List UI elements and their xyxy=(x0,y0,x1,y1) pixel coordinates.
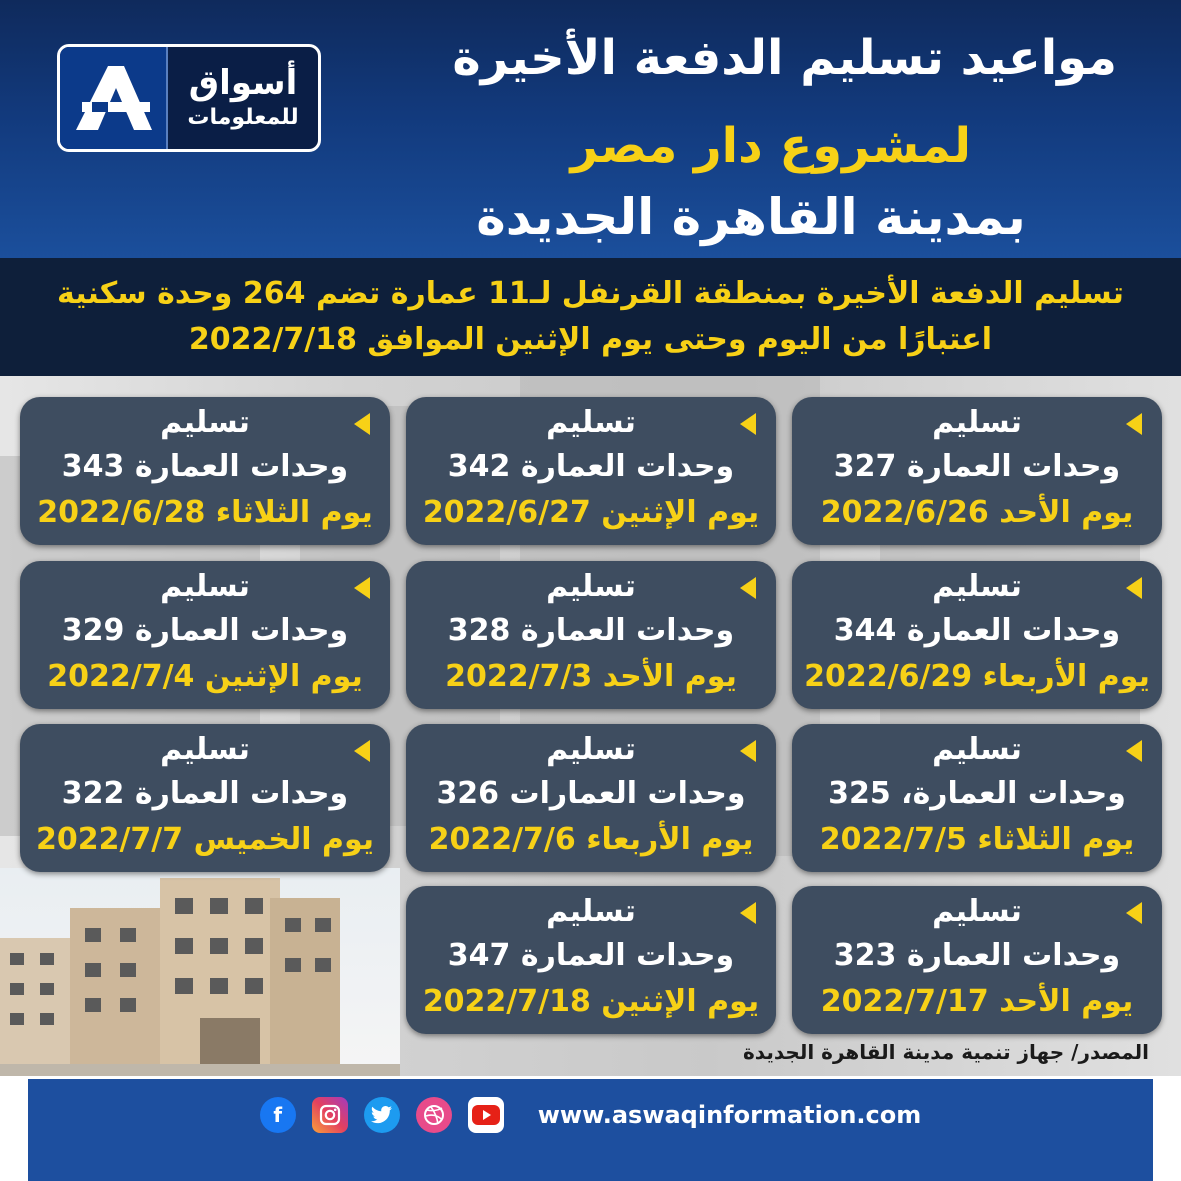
twitter-icon[interactable] xyxy=(364,1097,400,1133)
delivery-card-11 xyxy=(406,886,776,1034)
delivery-card-6 xyxy=(20,561,390,709)
card-units: وحدات العمارة 347 xyxy=(447,938,735,973)
building-photo xyxy=(0,868,400,1076)
card-units: وحدات العمارة 327 xyxy=(833,449,1121,484)
youtube-icon[interactable] xyxy=(468,1097,504,1133)
logo-mark-icon xyxy=(60,47,168,149)
intro-line-2: اعتبارًا من اليوم وحتى يوم الإثنين الموافق 2022/7/18 xyxy=(188,322,993,357)
card-units: وحدات العمارة 342 xyxy=(447,449,735,484)
card-units: وحدات العمارة 343 xyxy=(61,449,349,484)
card-heading: تسليم xyxy=(932,894,1022,929)
card-date: يوم الإثنين 2022/6/27 xyxy=(422,495,760,530)
dribbble-icon[interactable] xyxy=(416,1097,452,1133)
title-line-3: بمدينة القاهرة الجديدة xyxy=(476,188,1026,246)
card-date: يوم الأحد 2022/7/3 xyxy=(445,659,737,694)
card-heading: تسليم xyxy=(932,732,1022,767)
card-units: وحدات العمارة 329 xyxy=(61,613,349,648)
facebook-icon[interactable]: f xyxy=(260,1097,296,1133)
logo-subtitle: للمعلومات xyxy=(187,105,299,130)
website-url[interactable]: www.aswaqinformation.com xyxy=(537,1101,922,1129)
card-heading: تسليم xyxy=(546,569,636,604)
card-units: وحدات العمارات 326 xyxy=(436,776,746,811)
card-units: وحدات العمارة، 325 xyxy=(828,776,1126,811)
title-line-1: مواعيد تسليم الدفعة الأخيرة xyxy=(452,30,1117,86)
card-heading: تسليم xyxy=(932,405,1022,440)
card-date: يوم الإثنين 2022/7/4 xyxy=(47,659,363,694)
delivery-card-4 xyxy=(792,561,1162,709)
card-units: وحدات العمارة 323 xyxy=(833,938,1121,973)
delivery-card-7 xyxy=(792,724,1162,872)
card-date: يوم الأحد 2022/7/17 xyxy=(820,984,1134,1019)
card-heading: تسليم xyxy=(160,732,250,767)
card-heading: تسليم xyxy=(932,569,1022,604)
delivery-card-2 xyxy=(406,397,776,545)
card-units: وحدات العمارة 322 xyxy=(61,776,349,811)
intro-line-1: تسليم الدفعة الأخيرة بمنطقة القرنفل لـ11 عمارة تضم 264 وحدة سكنية xyxy=(57,276,1124,311)
card-units: وحدات العمارة 344 xyxy=(833,613,1121,648)
card-heading: تسليم xyxy=(546,405,636,440)
delivery-card-1 xyxy=(792,397,1162,545)
source-note: المصدر/ جهاز تنمية مدينة القاهرة الجديدة xyxy=(742,1040,1149,1064)
delivery-card-5 xyxy=(406,561,776,709)
logo-name: أسواق xyxy=(188,63,298,103)
card-date: يوم الإثنين 2022/7/18 xyxy=(422,984,760,1019)
card-heading: تسليم xyxy=(546,894,636,929)
delivery-card-8 xyxy=(406,724,776,872)
delivery-card-10 xyxy=(792,886,1162,1034)
card-date: يوم الثلاثاء 2022/6/28 xyxy=(37,495,373,530)
header xyxy=(0,0,1181,258)
title-line-2: لمشروع دار مصر xyxy=(570,118,971,174)
instagram-icon[interactable] xyxy=(312,1097,348,1133)
delivery-card-3 xyxy=(20,397,390,545)
card-date: يوم الأربعاء 2022/7/6 xyxy=(428,822,754,857)
card-date: يوم الأربعاء 2022/6/29 xyxy=(804,659,1150,694)
card-date: يوم الثلاثاء 2022/7/5 xyxy=(819,822,1135,857)
card-units: وحدات العمارة 328 xyxy=(447,613,735,648)
card-date: يوم الأحد 2022/6/26 xyxy=(820,495,1134,530)
card-heading: تسليم xyxy=(160,405,250,440)
intro-band xyxy=(0,258,1181,376)
delivery-card-9 xyxy=(20,724,390,872)
card-date: يوم الخميس 2022/7/7 xyxy=(35,822,375,857)
footer xyxy=(28,1079,1153,1181)
card-heading: تسليم xyxy=(546,732,636,767)
logo xyxy=(57,44,321,152)
card-heading: تسليم xyxy=(160,569,250,604)
